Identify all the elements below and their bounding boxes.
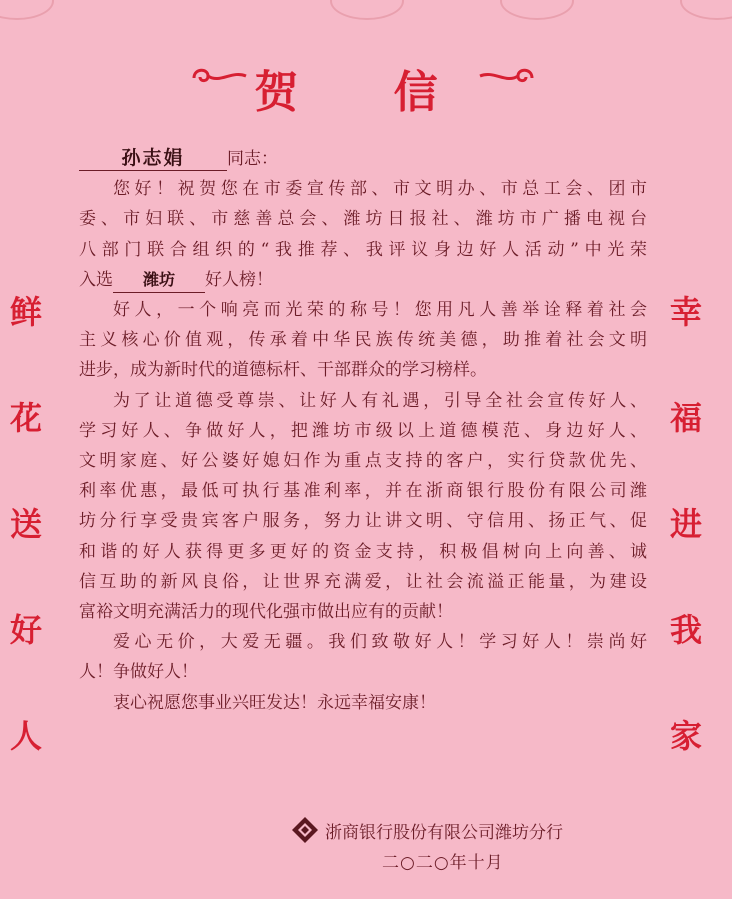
recipient-name: 孙志娟	[79, 146, 227, 171]
right-cloud-ornament-icon	[478, 64, 536, 88]
left-char: 鲜	[9, 293, 42, 331]
top-border-decoration	[0, 0, 732, 22]
left-char: 人	[9, 717, 42, 755]
right-char: 家	[669, 717, 702, 755]
closing-wish: 衷心祝愿您事业兴旺发达！永远幸福安康！	[113, 692, 436, 713]
greeting-line: 八部门联合组织的“我推荐、我评议身边好人活动”中光荣	[79, 239, 647, 260]
paragraph-line: 利率优惠，最低可执行基准利率，并在浙商银行股份有限公司潍	[79, 481, 647, 502]
paragraph-line: 人！争做好人！	[79, 662, 198, 683]
greeting-line: 您好！祝贺您在市委宣传部、市文明办、市总工会、团市	[113, 179, 647, 200]
page-title: 贺 信	[254, 67, 478, 118]
paragraph-line: 信互助的新风良俗，让世界充满爱，让社会流溢正能量，为建设	[79, 571, 647, 592]
left-char: 送	[9, 505, 42, 543]
letter-body	[79, 144, 647, 718]
paragraph-line: 坊分行享受贵宾客户服务，努力让讲文明、守信用、扬正气、促	[79, 511, 647, 532]
signature-org: 浙商银行股份有限公司潍坊分行	[325, 822, 563, 843]
selection-suffix: 好人榜！	[205, 269, 273, 290]
signature-date: 二○二○年十月	[382, 853, 504, 873]
right-vertical-couplet	[666, 292, 706, 822]
left-char: 花	[9, 399, 42, 437]
bank-logo-icon	[291, 816, 319, 844]
selection-line	[79, 265, 647, 295]
paragraph-line: 好人，一个响亮而光荣的称号！您用凡人善举诠释着社会	[113, 300, 647, 321]
paragraph-line: 爱心无价，大爱无疆。我们致敬好人！学习好人！崇尚好	[113, 632, 647, 653]
left-vertical-couplet	[6, 292, 46, 822]
paragraph-line: 文明家庭、好公婆好媳妇作为重点支持的客户，实行贷款优先、	[79, 451, 647, 472]
left-char: 好	[9, 611, 42, 649]
paragraph-line: 富裕文明充满活力的现代化强市做出应有的贡献！	[79, 602, 453, 623]
paragraph-line: 进步，成为新时代的道德标杆、干部群众的学习榜样。	[79, 360, 487, 381]
right-char: 福	[669, 399, 702, 437]
signature-block	[291, 816, 563, 844]
right-char: 幸	[669, 293, 702, 331]
paragraph-line: 学习好人、争做好人，把潍坊市级以上道德模范、身边好人、	[79, 420, 647, 441]
paragraph-line: 主义核心价值观，传承着中华民族传统美德，助推着社会文明	[79, 330, 647, 351]
right-char: 进	[669, 505, 702, 543]
right-char: 我	[669, 611, 702, 649]
paragraph-line: 和谐的好人获得更多更好的资金支持，积极倡树向上向善、诚	[79, 541, 647, 562]
salutation	[79, 144, 647, 174]
salutation-suffix: 同志：	[227, 149, 278, 169]
selection-place: 潍坊	[113, 268, 205, 293]
paragraph-line: 为了让道德受尊崇、让好人有礼遇，引导全社会宣传好人、	[113, 390, 647, 411]
selection-prefix: 入选	[79, 269, 113, 290]
greeting-line: 委、市妇联、市慈善总会、潍坊日报社、潍坊市广播电视台	[79, 209, 647, 230]
